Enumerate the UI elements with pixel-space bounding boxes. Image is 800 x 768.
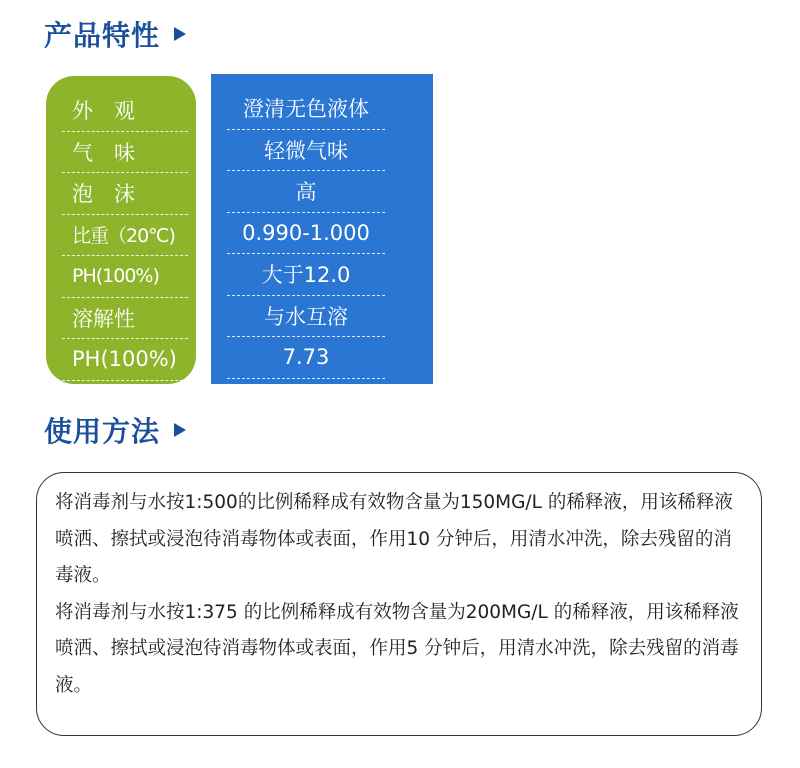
property-labels-panel — [46, 76, 196, 384]
property-label: PH(100%) — [72, 265, 159, 288]
property-value-row — [227, 130, 385, 172]
property-value-row — [227, 254, 385, 296]
property-value-row — [227, 296, 385, 338]
property-value-row — [227, 88, 385, 130]
triangle-right-icon — [174, 423, 186, 437]
property-value-row — [227, 171, 385, 213]
triangle-right-icon — [174, 27, 186, 41]
property-label: 比重（20℃) — [72, 225, 175, 248]
properties-heading — [44, 14, 186, 54]
property-label: PH(100%) — [72, 347, 177, 372]
property-value: 澄清无色液体 — [243, 97, 369, 122]
usage-paragraph: 将消毒剂与水按1:375 的比例稀释成有效物含量为200MG/L 的稀释液，用该稀释液喷洒、擦拭或浸泡待消毒物体或表面，作用5 分钟后，用清水冲洗，除去残留的消毒液。 — [55, 601, 739, 696]
property-label: 外 观 — [72, 99, 135, 124]
property-label-row — [62, 339, 188, 381]
usage-box — [36, 472, 762, 736]
property-label-row — [62, 173, 188, 215]
usage-heading — [44, 410, 186, 450]
property-label: 泡 沫 — [72, 182, 135, 207]
property-value: 0.990-1.000 — [242, 220, 370, 245]
property-value: 7.73 — [282, 345, 330, 370]
property-value: 大于12.0 — [261, 263, 351, 288]
property-values-panel — [211, 74, 433, 384]
usage-title: 使用方法 — [44, 415, 161, 448]
property-label-row — [62, 215, 188, 257]
property-label-row — [62, 132, 188, 174]
property-label-row — [62, 90, 188, 132]
property-value: 高 — [295, 180, 317, 205]
property-label: 气 味 — [72, 140, 135, 165]
property-label-row — [62, 298, 188, 340]
properties-title: 产品特性 — [44, 19, 161, 52]
property-value: 轻微气味 — [264, 138, 348, 163]
property-value: 与水互溶 — [264, 304, 348, 329]
property-label-row — [62, 256, 188, 298]
property-value-row — [227, 213, 385, 255]
property-label: 溶解性 — [72, 306, 135, 331]
usage-paragraph: 将消毒剂与水按1:500的比例稀释成有效物含量为150MG/L 的稀释液，用该稀释液喷洒、擦拭或浸泡待消毒物体或表面，作用10 分钟后，用清水冲洗，除去残留的消毒液。 — [55, 492, 733, 586]
property-value-row — [227, 337, 385, 379]
